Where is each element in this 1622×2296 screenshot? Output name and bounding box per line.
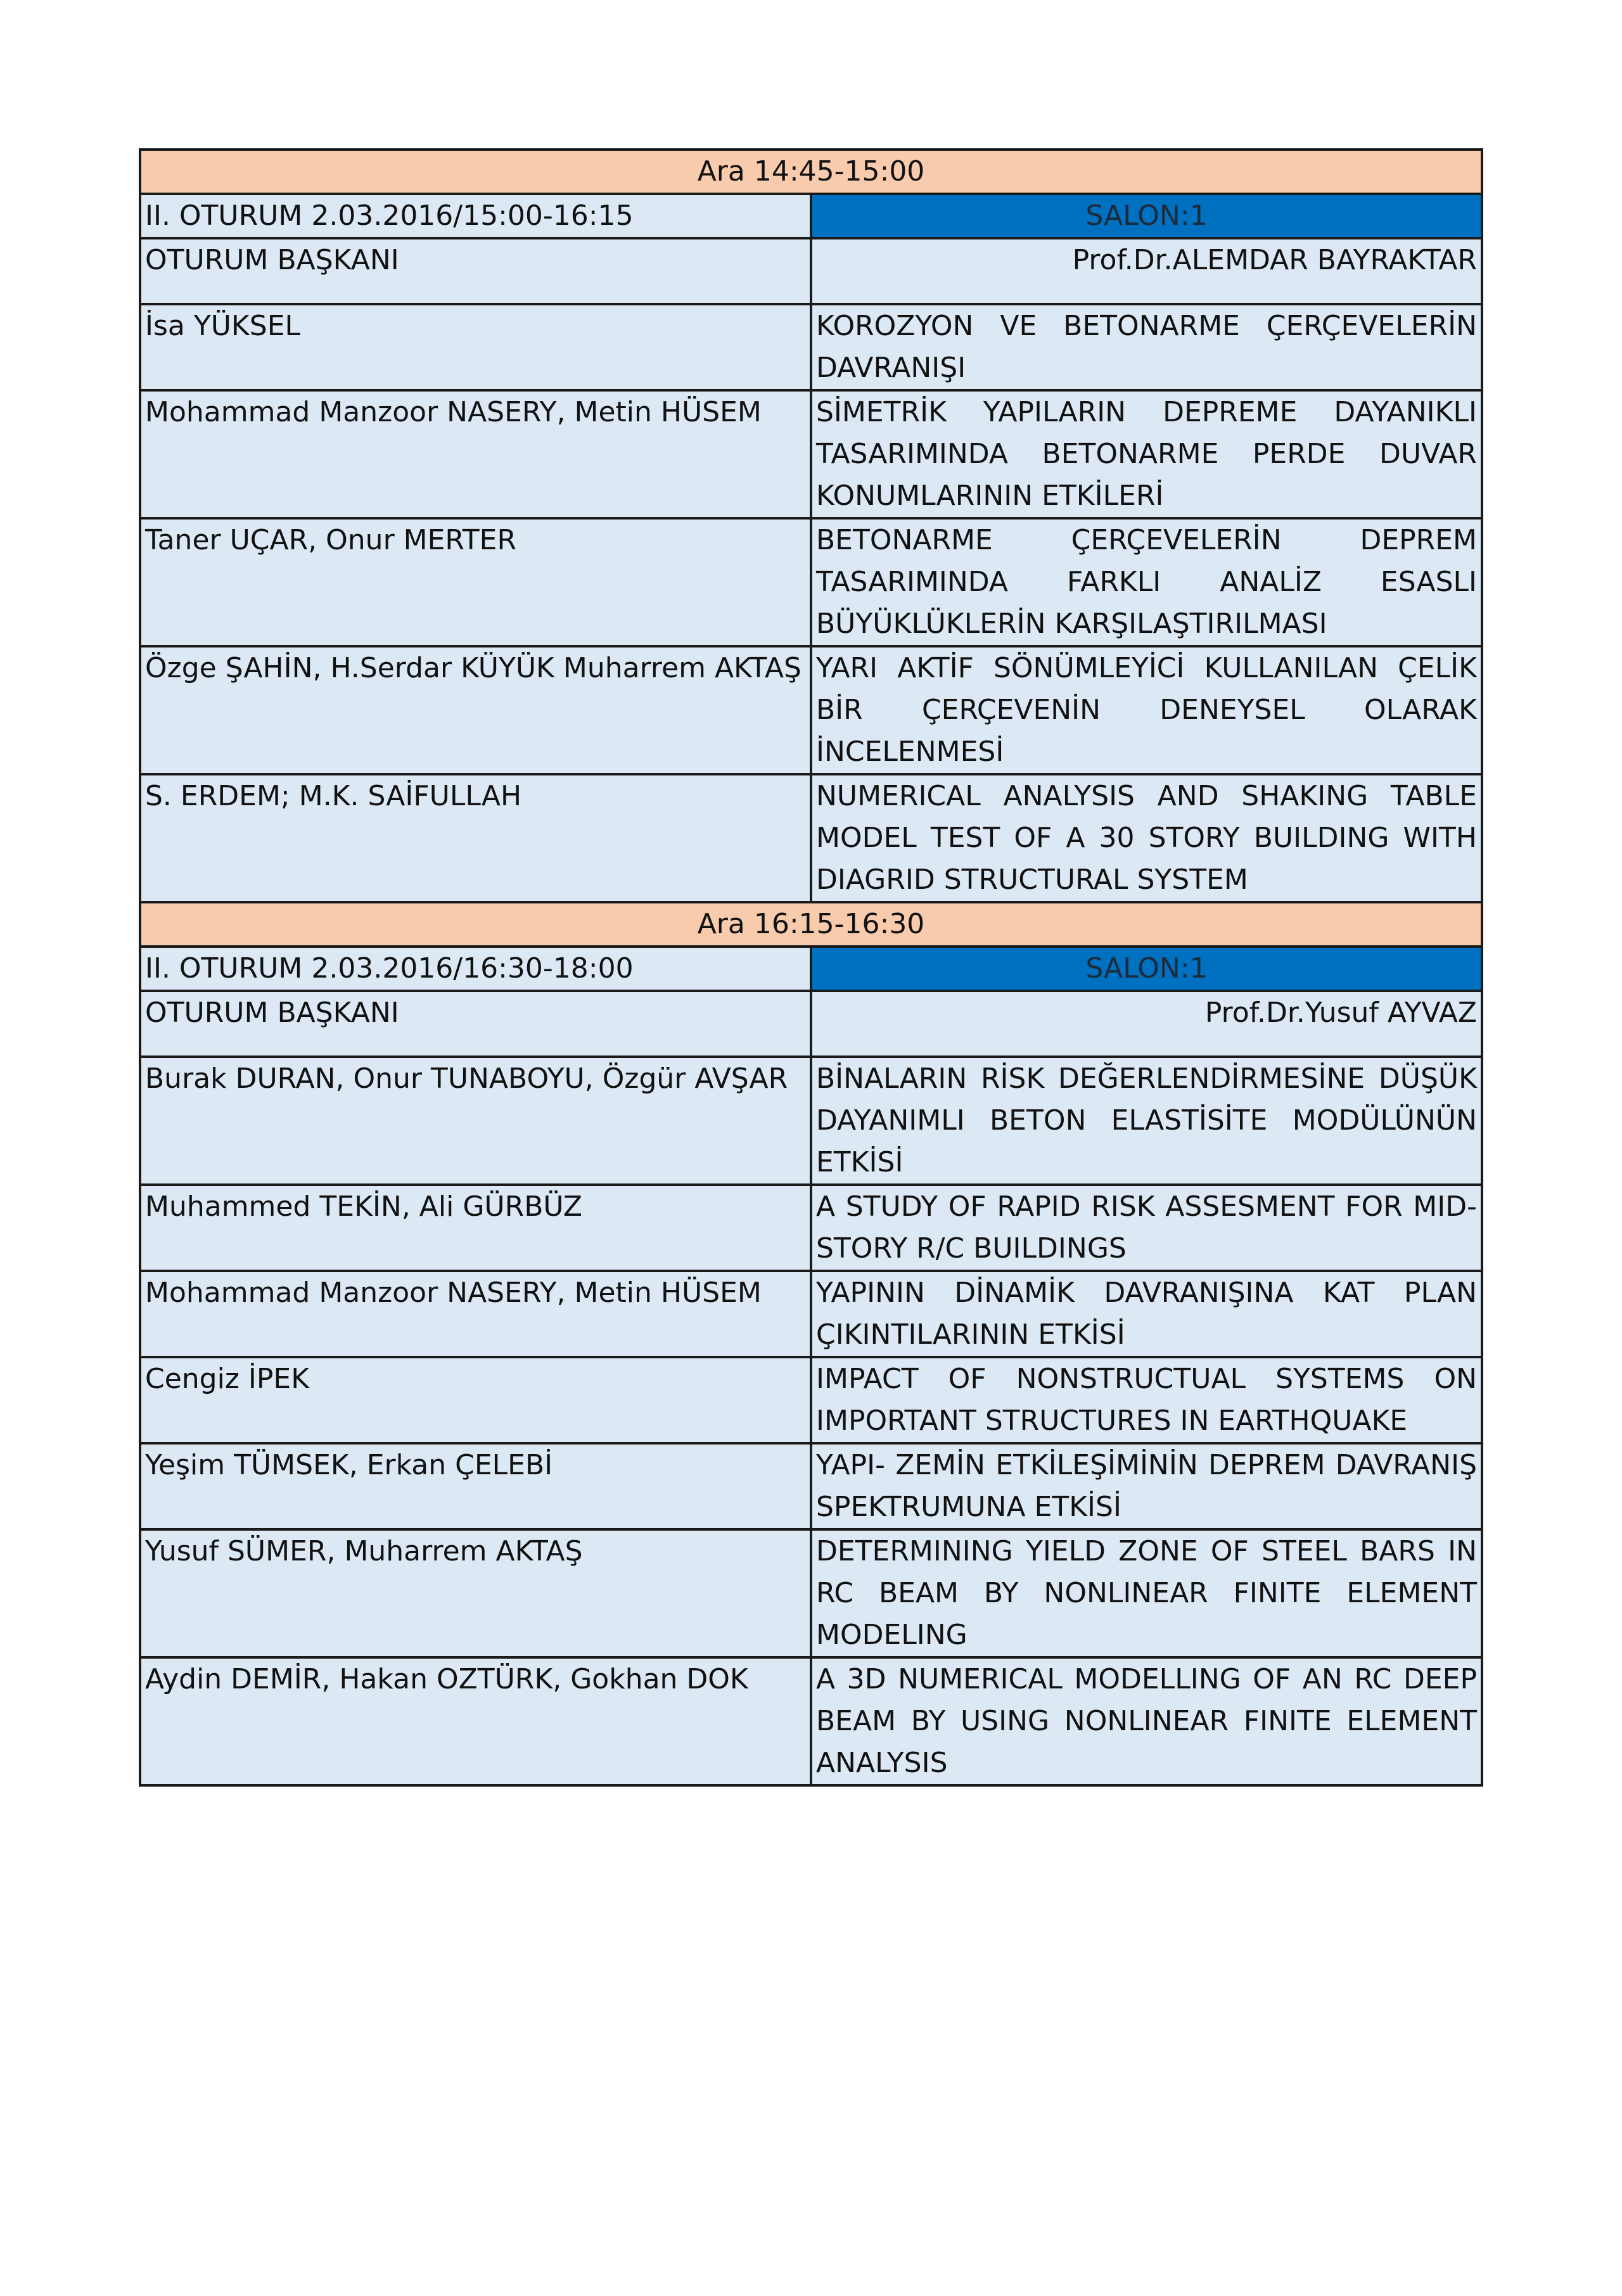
paper-row xyxy=(140,646,1482,774)
paper-title: YAPI- ZEMİN ETKİLEŞİMİNİN DEPREM DAVRANIŞ SPEKTRUMUNA ETKİSİ xyxy=(811,1443,1482,1529)
paper-authors: Burak DURAN, Onur TUNABOYU, Özgür AVŞAR xyxy=(140,1057,811,1185)
paper-authors: Cengiz İPEK xyxy=(140,1357,811,1443)
paper-row xyxy=(140,774,1482,902)
paper-title: YAPININ DİNAMİK DAVRANIŞINA KAT PLAN ÇIKINTILARININ ETKİSİ xyxy=(811,1271,1482,1357)
salon-label: SALON:1 xyxy=(811,194,1482,238)
paper-row xyxy=(140,1357,1482,1443)
paper-authors: S. ERDEM; M.K. SAİFULLAH xyxy=(140,774,811,902)
chair-name: Prof.Dr.Yusuf AYVAZ xyxy=(811,991,1482,1057)
chair-label: OTURUM BAŞKANI xyxy=(140,238,811,304)
session-title: II. OTURUM 2.03.2016/15:00-16:15 xyxy=(140,194,811,238)
chair-name: Prof.Dr.ALEMDAR BAYRAKTAR xyxy=(811,238,1482,304)
session-chair-row xyxy=(140,238,1482,304)
break-row xyxy=(140,902,1482,947)
paper-authors: Aydin DEMİR, Hakan OZTÜRK, Gokhan DOK xyxy=(140,1657,811,1785)
paper-row xyxy=(140,1185,1482,1271)
paper-authors: Yusuf SÜMER, Muharrem AKTAŞ xyxy=(140,1529,811,1657)
paper-title: DETERMINING YIELD ZONE OF STEEL BARS IN RC BEAM BY NONLINEAR FINITE ELEMENT MODELING xyxy=(811,1529,1482,1657)
paper-row xyxy=(140,1529,1482,1657)
paper-authors: Yeşim TÜMSEK, Erkan ÇELEBİ xyxy=(140,1443,811,1529)
paper-title: BİNALARIN RİSK DEĞERLENDİRMESİNE DÜŞÜK DAYANIMLI BETON ELASTİSİTE MODÜLÜNÜN ETKİSİ xyxy=(811,1057,1482,1185)
paper-authors: Muhammed TEKİN, Ali GÜRBÜZ xyxy=(140,1185,811,1271)
paper-title: A STUDY OF RAPID RISK ASSESMENT FOR MID-STORY R/C BUILDINGS xyxy=(811,1185,1482,1271)
paper-row xyxy=(140,1057,1482,1185)
paper-authors: Taner UÇAR, Onur MERTER xyxy=(140,518,811,646)
paper-authors: Mohammad Manzoor NASERY, Metin HÜSEM xyxy=(140,1271,811,1357)
paper-row xyxy=(140,1271,1482,1357)
paper-title: BETONARME ÇERÇEVELERİN DEPREM TASARIMINDA FARKLI ANALİZ ESASLI BÜYÜKLÜKLERİN KARŞILAŞTIRILMASI xyxy=(811,518,1482,646)
paper-title: YARI AKTİF SÖNÜMLEYİCİ KULLANILAN ÇELİK BİR ÇERÇEVENİN DENEYSEL OLARAK İNCELENMESİ xyxy=(811,646,1482,774)
paper-row xyxy=(140,1657,1482,1785)
paper-authors: İsa YÜKSEL xyxy=(140,304,811,390)
paper-authors: Mohammad Manzoor NASERY, Metin HÜSEM xyxy=(140,390,811,518)
break-row xyxy=(140,150,1482,194)
session-title: II. OTURUM 2.03.2016/16:30-18:00 xyxy=(140,947,811,991)
paper-row xyxy=(140,1443,1482,1529)
break-time: Ara 16:15-16:30 xyxy=(140,902,1482,947)
paper-title: SİMETRİK YAPILARIN DEPREME DAYANIKLI TASARIMINDA BETONARME PERDE DUVAR KONUMLARININ ETKİLERİ xyxy=(811,390,1482,518)
paper-title: NUMERICAL ANALYSIS AND SHAKING TABLE MODEL TEST OF A 30 STORY BUILDING WITH DIAGRID STRUCTURAL SYSTEM xyxy=(811,774,1482,902)
paper-title: A 3D NUMERICAL MODELLING OF AN RC DEEP BEAM BY USING NONLINEAR FINITE ELEMENT ANALYSIS xyxy=(811,1657,1482,1785)
paper-title: KOROZYON VE BETONARME ÇERÇEVELERİN DAVRANIŞI xyxy=(811,304,1482,390)
break-time: Ara 14:45-15:00 xyxy=(140,150,1482,194)
paper-title: IMPACT OF NONSTRUCTUAL SYSTEMS ON IMPORTANT STRUCTURES IN EARTHQUAKE xyxy=(811,1357,1482,1443)
session-header-row xyxy=(140,194,1482,238)
chair-label: OTURUM BAŞKANI xyxy=(140,991,811,1057)
program-table xyxy=(139,148,1483,1787)
paper-row xyxy=(140,390,1482,518)
paper-row xyxy=(140,304,1482,390)
paper-row xyxy=(140,518,1482,646)
salon-label: SALON:1 xyxy=(811,947,1482,991)
paper-authors: Özge ŞAHİN, H.Serdar KÜYÜK Muharrem AKTAŞ xyxy=(140,646,811,774)
session-header-row xyxy=(140,947,1482,991)
session-chair-row xyxy=(140,991,1482,1057)
